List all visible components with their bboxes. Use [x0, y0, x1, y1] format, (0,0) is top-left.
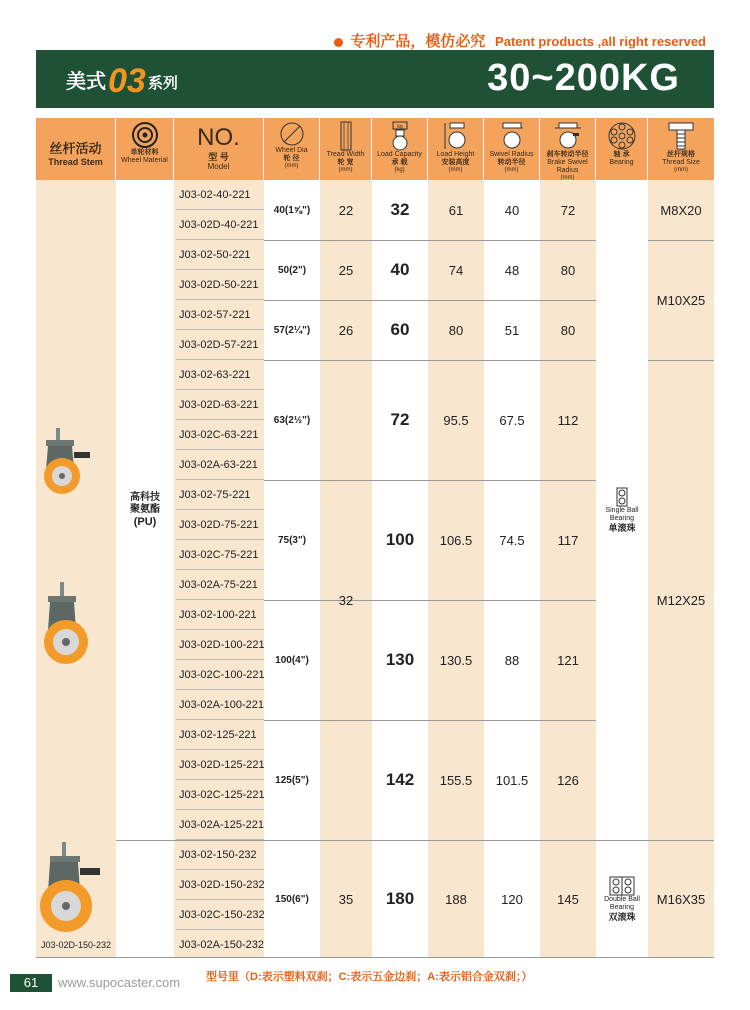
- model-cell: J03-02C-100-221: [176, 660, 264, 690]
- model-cell: J03-02C-150-232: [176, 900, 264, 930]
- wheel-material-icon: [131, 121, 159, 149]
- caster-swivel-image: [40, 580, 96, 670]
- header-load-height: Load Height 安装高度 (mm): [428, 118, 484, 180]
- brake-group-4: 112: [557, 412, 579, 428]
- series-prefix: 美式: [66, 71, 106, 93]
- height-group-5: 106.5: [439, 532, 473, 548]
- height-group-3: 80: [448, 322, 464, 338]
- header-bearing: 轴 承 Bearing: [596, 118, 648, 180]
- svg-text:kg: kg: [396, 124, 403, 130]
- caster-150-brake-image: [38, 840, 112, 936]
- brake-group-7: 126: [557, 772, 579, 788]
- height-group-8: 188: [445, 891, 467, 907]
- model-cell: J03-02C-125-221: [176, 780, 264, 810]
- header-wheel-dia: Wheel Dia 轮 径 (mm): [264, 118, 320, 180]
- load-range: 30~200KG: [487, 57, 680, 99]
- header-thread-stem: 丝杆活动 Thread Stem: [36, 118, 116, 180]
- wheel-material-cell: 高科技 聚氨酯 (PU): [130, 492, 160, 528]
- load-group-1: 32: [390, 200, 410, 219]
- dia-group-2: 50(2"): [277, 264, 307, 276]
- bearing-single-cell: Single Ball Bearing 单滚珠: [596, 180, 648, 840]
- model-cell: J03-02-40-221: [176, 180, 264, 210]
- dia-group-8: 150(6"): [275, 893, 309, 905]
- height-icon: [441, 121, 471, 151]
- model-cell: J03-02A-63-221: [176, 450, 264, 480]
- model-cell: J03-02C-75-221: [176, 540, 264, 570]
- tread-50: 25: [338, 262, 354, 278]
- tread-63-125: 32: [338, 592, 354, 608]
- model-cell: J03-02-63-221: [176, 360, 264, 390]
- load-group-7: 142: [385, 770, 415, 789]
- height-group-6: 130.5: [439, 652, 473, 668]
- series-number: 03: [108, 62, 146, 100]
- swivel-group-4: 67.5: [499, 412, 525, 428]
- thread-m16: M16X35: [656, 891, 706, 907]
- bearing-double-cell: Double Ball Bearing 双滚珠: [596, 840, 648, 958]
- thread-size-icon: [666, 121, 696, 151]
- caster-brake-image: [40, 426, 100, 506]
- brake-group-8: 145: [557, 891, 579, 907]
- model-cell: J03-02C-63-221: [176, 420, 264, 450]
- brake-swivel-icon: [553, 121, 583, 151]
- height-group-7: 155.5: [439, 772, 473, 788]
- load-group-8: 180: [385, 889, 415, 908]
- model-cell: J03-02D-150-232: [176, 870, 264, 900]
- single-bearing-icon: [616, 487, 628, 507]
- brake-group-5: 117: [557, 532, 579, 548]
- swivel-group-1: 40: [504, 202, 520, 218]
- model-cell: J03-02-150-232: [176, 840, 264, 870]
- thread-m8: M8X20: [660, 202, 702, 218]
- model-cell: J03-02A-75-221: [176, 570, 264, 600]
- dia-group-5: 75(3"): [277, 534, 307, 546]
- swivel-icon: [497, 121, 527, 151]
- tread-150: 35: [338, 891, 354, 907]
- thread-m12: M12X25: [656, 592, 706, 608]
- model-cell: J03-02A-125-221: [176, 810, 264, 840]
- dia-group-1: 40(1⅝"): [273, 204, 311, 216]
- header-swivel-radius: Swivel Radius 转动半径 (mm): [484, 118, 540, 180]
- brake-group-2: 80: [560, 262, 576, 278]
- tread-40: 22: [338, 202, 354, 218]
- double-bearing-icon: [609, 876, 635, 896]
- image-caption: J03-02D-150-232: [40, 940, 112, 950]
- diameter-icon: [279, 121, 305, 147]
- series-banner: [36, 50, 714, 108]
- model-cell: J03-02-50-221: [176, 240, 264, 270]
- height-group-1: 61: [448, 202, 464, 218]
- header-load-capacity: kg Load Capacity 承 载 (kg): [372, 118, 428, 180]
- header-tread-width: Tread Width 轮 宽 (mm): [320, 118, 372, 180]
- model-cell: J03-02-125-221: [176, 720, 264, 750]
- tread-57: 26: [338, 322, 354, 338]
- header-wheel-material: 单轮材料 Wheel Material: [116, 118, 174, 180]
- load-icon: [386, 121, 414, 151]
- load-group-6: 130: [385, 650, 415, 669]
- model-cell: J03-02D-75-221: [176, 510, 264, 540]
- page-number: 61: [10, 974, 52, 992]
- load-group-2: 40: [390, 260, 410, 279]
- patent-en: Patent products ,all right reserved: [495, 34, 706, 49]
- model-note: 型号里（D:表示塑料双刹；C:表示五金边刹；A:表示铝合金双刹；）: [206, 971, 533, 983]
- model-cell: J03-02D-40-221: [176, 210, 264, 240]
- model-cell: J03-02-100-221: [176, 600, 264, 630]
- swivel-group-2: 48: [504, 262, 520, 278]
- dia-group-4: 63(2½"): [273, 414, 311, 426]
- model-cell: J03-02-57-221: [176, 300, 264, 330]
- model-cell: J03-02D-100-221: [176, 630, 264, 660]
- load-group-3: 60: [390, 320, 410, 339]
- load-group-5: 100: [385, 530, 415, 549]
- height-group-4: 95.5: [443, 412, 469, 428]
- patent-notice: [334, 30, 706, 51]
- brake-group-3: 80: [560, 322, 576, 338]
- model-cell: J03-02-75-221: [176, 480, 264, 510]
- bullet-icon: [334, 38, 343, 47]
- model-cell: J03-02A-100-221: [176, 690, 264, 720]
- header-thread-size: 丝杆规格 Thread Size (mm): [648, 118, 714, 180]
- spec-table: [36, 118, 714, 958]
- model-cell: J03-02D-125-221: [176, 750, 264, 780]
- website-url: www.supocaster.com: [58, 975, 181, 990]
- bearing-icon: [607, 121, 637, 151]
- model-cell: J03-02D-57-221: [176, 330, 264, 360]
- brake-group-1: 72: [560, 202, 576, 218]
- series-title: [66, 62, 178, 101]
- patent-cn: 专利产品，模仿必究: [350, 33, 486, 50]
- load-group-4: 72: [390, 410, 410, 429]
- dia-group-7: 125(5"): [275, 774, 309, 786]
- header-model-no: NO. 型 号 Model: [174, 118, 264, 180]
- header-brake-swivel-radius: 刹车转动半径 Brake Swivel Radius (mm): [540, 118, 596, 180]
- series-suffix: 系列: [147, 75, 178, 92]
- tread-width-icon: [336, 121, 356, 151]
- swivel-group-6: 88: [504, 652, 520, 668]
- swivel-group-5: 74.5: [499, 532, 525, 548]
- swivel-group-3: 51: [504, 322, 520, 338]
- swivel-group-8: 120: [501, 891, 523, 907]
- model-cell: J03-02A-150-232: [176, 930, 264, 958]
- model-cell: J03-02D-63-221: [176, 390, 264, 420]
- dia-group-6: 100(4"): [275, 654, 309, 666]
- dia-group-3: 57(2¼"): [273, 324, 311, 336]
- brake-group-6: 121: [557, 652, 579, 668]
- thread-m10: M10X25: [656, 292, 706, 308]
- model-cell: J03-02D-50-221: [176, 270, 264, 300]
- swivel-group-7: 101.5: [495, 772, 529, 788]
- height-group-2: 74: [448, 262, 464, 278]
